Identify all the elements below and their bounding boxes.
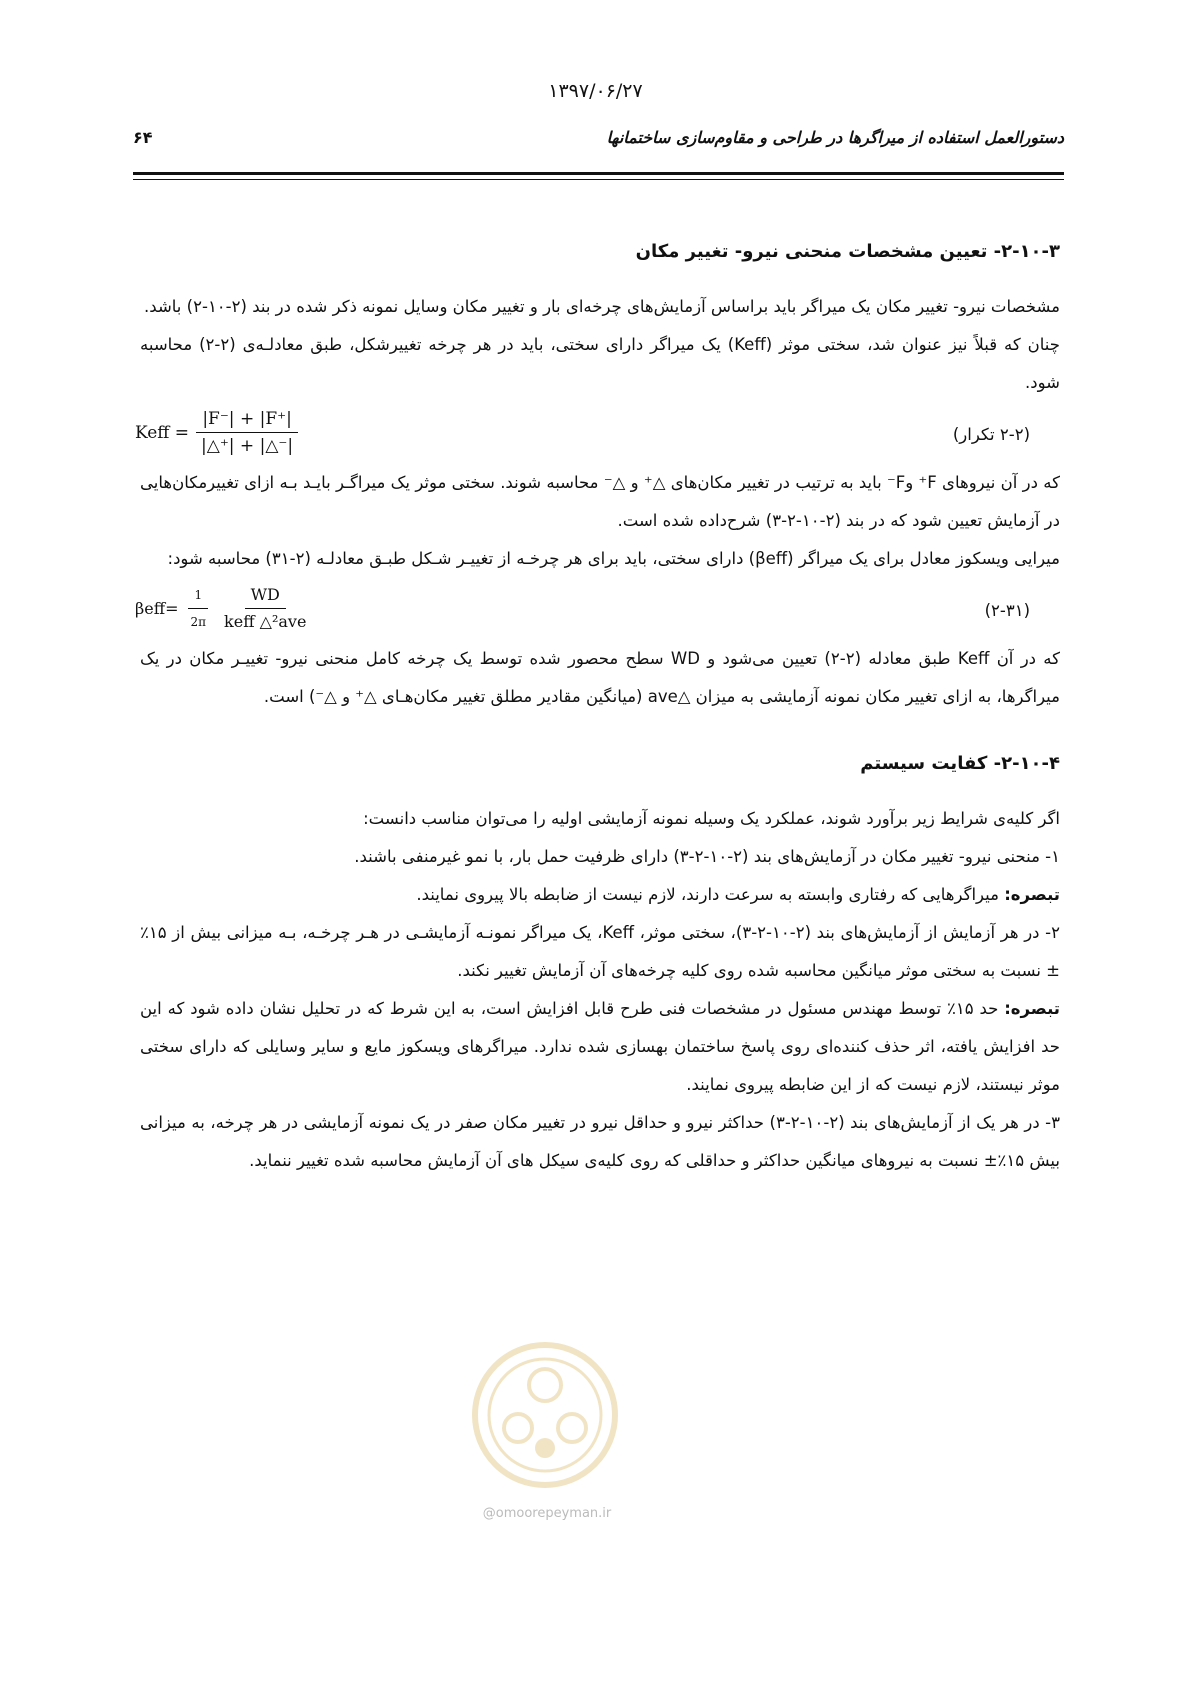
running-header — [133, 128, 1064, 158]
equation-denominator: |△⁺| + |△⁻| — [201, 436, 294, 456]
equation-beff — [135, 578, 1060, 640]
paragraph: میرایی ویسکوز معادل برای یک میراگر (βeff) دارای سختی، باید برای هر چرخـه از تغییـر شـکل طبـق معادلـه (۲-۳۱) محاسبه شود: — [167, 549, 1060, 568]
document-date: ۱۳۹۷/۰۶/۲۷ — [548, 80, 643, 102]
equation-numerator: |F⁻| + |F⁺| — [196, 406, 298, 433]
note-text: میراگرهایی که رفتاری وابسته به سرعت دارند، لازم نیست از ضابطه بالا پیروی نمایند. — [416, 885, 1005, 904]
equation-fraction — [195, 406, 299, 459]
page-content — [135, 232, 1061, 1180]
equation-fraction — [185, 582, 213, 635]
equation-keff — [135, 402, 1060, 464]
note-label: تبصره: — [1004, 885, 1060, 904]
section-heading-2-10-3: ۲-۱۰-۳- تعیین مشخصات منحنی نیرو- تغییر مکان — [635, 241, 1060, 262]
equation-denominator: keff △²ave — [224, 612, 307, 631]
paragraph: چنان که قبلاً نیز عنوان شد، سختی موثر (Keff) یک میراگر دارای سختی، باید در هر چرخه تغییرشکل، طبق معادلـه‌ی (۲-۲) محاسبه شود. — [140, 335, 1060, 392]
paragraph: اگر کلیه‌ی شرایط زیر برآورد شوند، عملکرد یک وسیله نمونه آزمایشی اولیه را می‌توان مناسب دانست: — [363, 809, 1060, 828]
running-title: دستورالعمل استفاده از میراگرها در طراحی و مقاوم‌سازی ساختمانها — [606, 128, 1064, 147]
equation-body — [135, 582, 312, 635]
watermark-logo — [470, 1340, 620, 1490]
paragraph: ۳- در هر یک از آزمایش‌های بند (۲-۱۰-۲-۳) حداکثر نیرو و حداقل نیرو در تغییر مکان صفر در یک نمونه آزمایشی در هر چرخه، به میزانی بیش ۱۵٪± نسبت به نیروهای میانگین حداکثر و حداقلی که روی کلیه‌ی سیکل های آن آزمایش محاسبه شده تغییر ننماید. — [140, 1113, 1061, 1170]
equation-body — [135, 406, 299, 459]
paragraph: ۲- در هر آزمایش از آزمایش‌های بند (۲-۱۰-۲-۳)، سختی موثر، Keff، یک میراگر نمونـه آزمایشـی در هـر چرخـه، بـه میزانی بیش از ۱۵٪± نسبت به سختی موثر میانگین محاسبه شده روی کلیه چرخه‌های آن آزمایش تغییر نکند. — [140, 923, 1060, 980]
header-rule-thick — [133, 172, 1064, 175]
note-label: تبصره: — [1004, 999, 1060, 1018]
section-heading-2-10-4: ۲-۱۰-۴- کفایت سیستم — [860, 753, 1060, 774]
equation-lhs: βeff= — [135, 598, 179, 618]
equation-numerator: 1 — [188, 582, 208, 609]
watermark-text: @omoorepeyman.ir — [482, 1506, 612, 1521]
page-number: ۶۴ — [133, 128, 153, 147]
paragraph: که در آن نیروهای F⁺ وF⁻ باید به ترتیب در تغییر مکان‌های △⁺ و △⁻ محاسبه شوند. سختی موثر یک میراگـر بایـد بـه ازای تغییرمکان‌هایی در آزمایش تعیین شود که در بند (۲-۱۰-۲-۳) شرح‌داده شده است. — [140, 473, 1060, 530]
equation-fraction — [218, 582, 312, 635]
note-paragraph — [140, 876, 1060, 914]
equation-number: (۲-۳۱) — [984, 601, 1030, 620]
equation-number: (۲-۲ تکرار) — [952, 425, 1030, 444]
paragraph: که در آن Keff طبق معادله (۲-۲) تعیین می‌شود و WD سطح محصور شده توسط یک چرخه کامل منحنی نیرو- تغییـر مکان در یک میراگرها، به ازای تغییر مکان نمونه آزمایشی به میزان △ave (میانگین مقادیر مطلق تغییر مکان‌هـای △⁺ و △⁻) است. — [140, 649, 1061, 706]
paragraph: مشخصات نیرو- تغییر مکان یک میراگر باید براساس آزمایش‌های چرخه‌ای بار و تغییر مکان وسایل نمونه ذکر شده در بند (۲-۱۰-۲) باشد. — [144, 297, 1060, 316]
equation-denominator: 2π — [190, 615, 207, 629]
note-paragraph — [140, 990, 1060, 1104]
header-rule-thin — [133, 179, 1064, 180]
note-text: حد ۱۵٪ توسط مهندس مسئول در مشخصات فنی طرح قابل افزایش است، به این شرط که در تحلیل نشان داده شود که این حد افزایش یافته، اثر حذف کننده‌ای روی پاسخ ساختمان بهسازی شده ندارد. میراگرهای ویسکوز مایع و سایر وسایلی که دارای سختی موثر نیستند، لازم نیست که از این ضابطه پیروی نمایند. — [140, 999, 1060, 1094]
paragraph: ۱- منحنی نیرو- تغییر مکان در آزمایش‌های بند (۲-۱۰-۲-۳) دارای ظرفیت حمل بار، با نمو غیرمنفی باشند. — [354, 847, 1060, 866]
equation-lhs: Keff = — [135, 422, 190, 443]
equation-numerator: WD — [245, 582, 286, 609]
